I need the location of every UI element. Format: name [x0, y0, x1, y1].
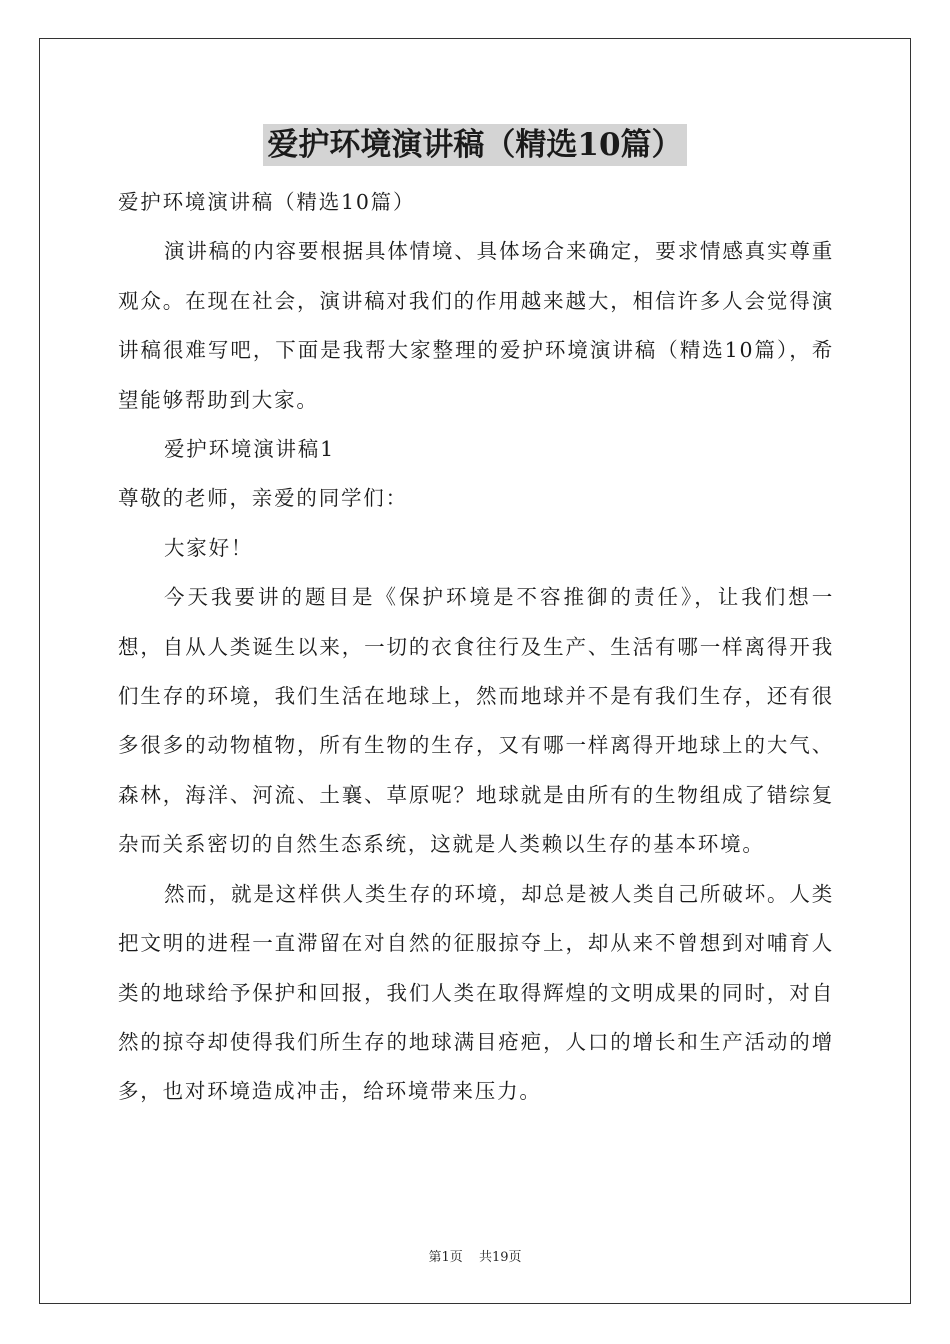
section-heading: 爱护环境演讲稿1	[164, 437, 335, 462]
page-total: 共19页	[478, 1250, 522, 1265]
body-paragraph-2: 然而，就是这样供人类生存的环境，却总是被人类自己所破坏。人类把文明的进程一直滞留在对自然的征服掠夺上，却从来不曾想到对哺育人类的地球给予保护和回报，我们人类在取得辉煌的文明成果的同时，对自然的掠夺却使得我们所生存的地球满目疮疤，人口的增长和生产活动的增多，也对环境造成冲击，给环境带来压力。	[118, 881, 834, 1104]
title-container	[0, 124, 950, 166]
page-number: 第1页	[428, 1250, 463, 1265]
document-subtitle: 爱护环境演讲稿（精选10篇）	[118, 190, 416, 214]
intro-paragraph: 演讲稿的内容要根据具体情境、具体场合来确定，要求情感真实尊重观众。在现在社会，演讲稿对我们的作用越来越大，相信许多人会觉得演讲稿很难写吧，下面是我帮大家整理的爱护环境演讲稿（精选10篇），希望能够帮助到大家。	[118, 239, 834, 412]
greeting: 大家好！	[164, 535, 254, 560]
document-title: 爱护环境演讲稿（精选10篇）	[263, 124, 686, 166]
page-footer	[0, 1246, 950, 1265]
body-paragraph-1: 今天我要讲的题目是《保护环境是不容推御的责任》，让我们想一想，自从人类诞生以来，一切的衣食往行及生产、生活有哪一样离得开我们生存的环境，我们生活在地球上，然而地球并不是有我们生存，还有很多很多的动物植物，所有生物的生存，又有哪一样离得开地球上的大气、森林，海洋、河流、土襄、草原呢？地球就是由所有的生物组成了错综复杂而关系密切的自然生态系统，这就是人类赖以生存的基本环境。	[118, 585, 834, 857]
salutation: 尊敬的老师，亲爱的同学们：	[118, 486, 408, 511]
document-body	[118, 178, 834, 1117]
